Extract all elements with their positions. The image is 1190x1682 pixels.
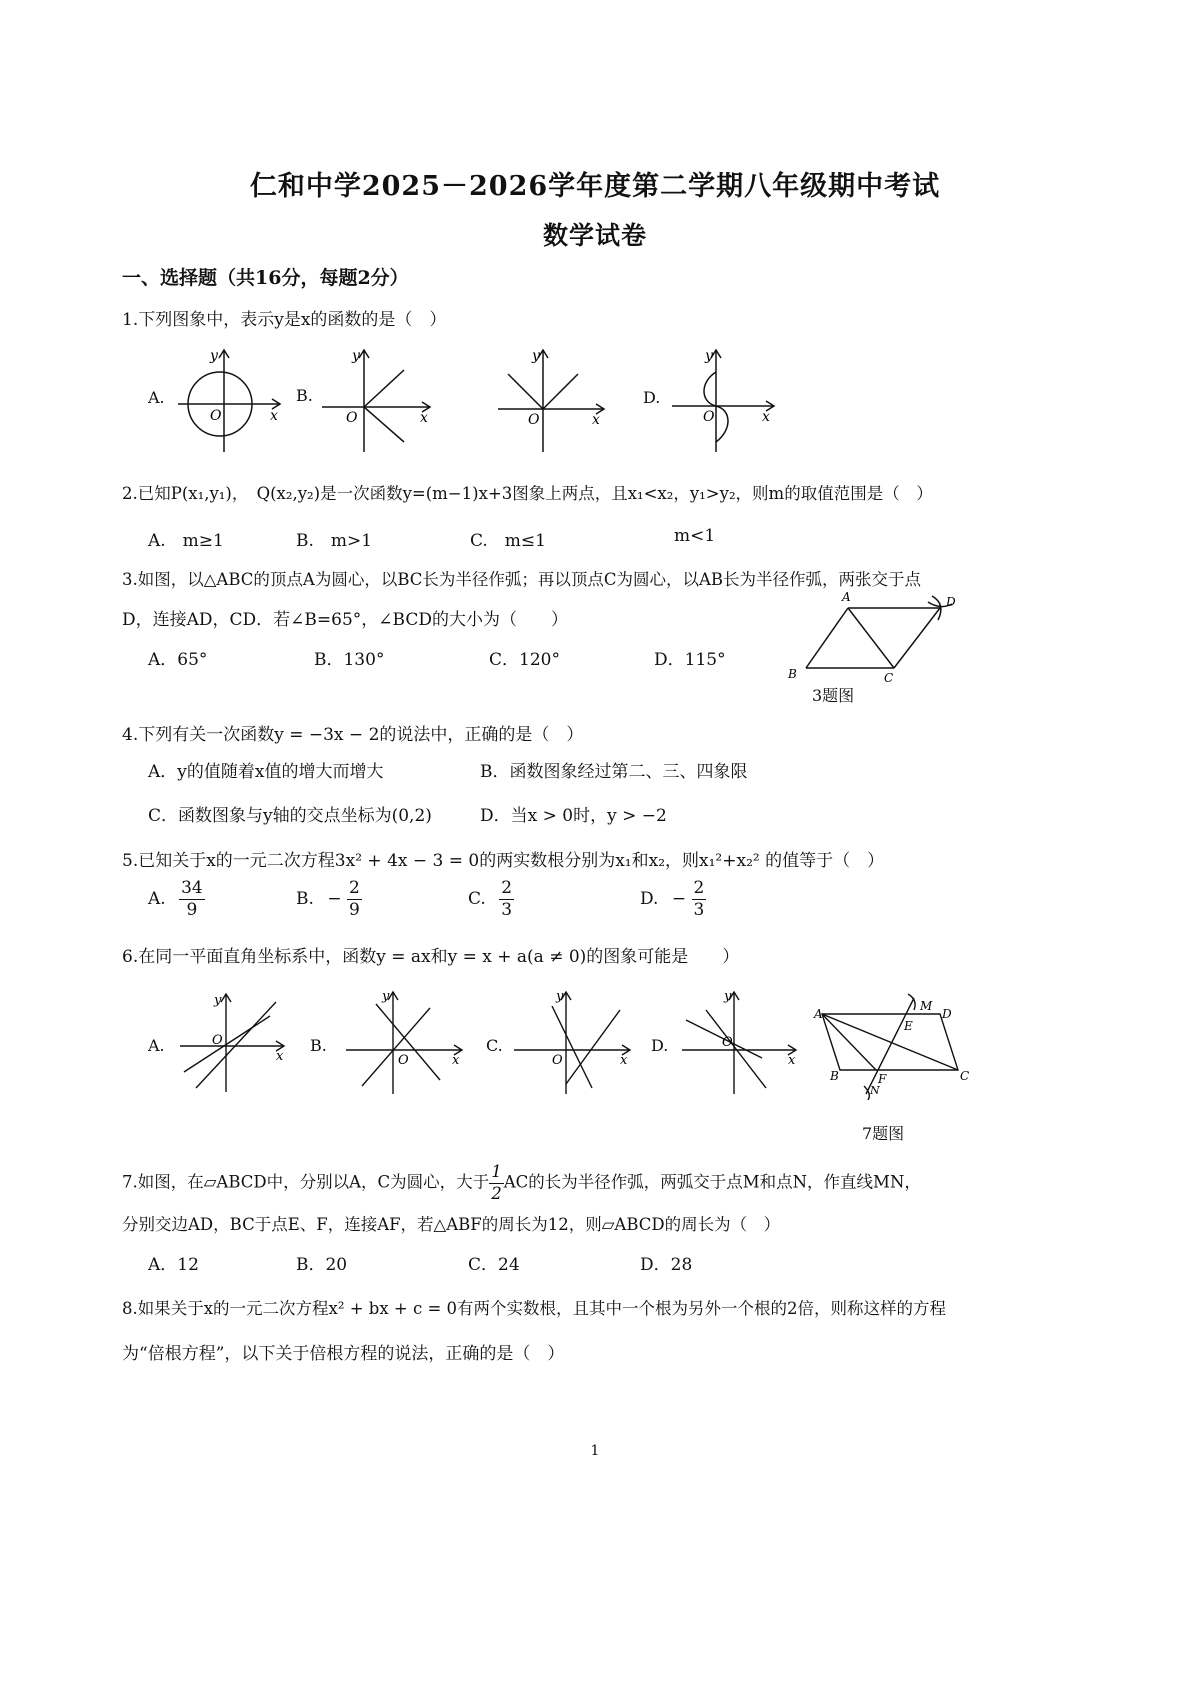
- q1d-y-label: y: [705, 348, 713, 364]
- q4-option-b: B．函数图象经过第二、三、四象限: [480, 762, 748, 782]
- q1b-origin-label: O: [346, 410, 358, 426]
- q6-graph-d: [682, 992, 796, 1094]
- question-7-stem-line1: [122, 1164, 921, 1202]
- q7-figure: [810, 990, 980, 1100]
- q1-graphs: [0, 0, 1190, 470]
- q5-option-c-den: 3: [501, 900, 513, 920]
- q1-option-a-label: A.: [148, 388, 165, 407]
- q3-option-a: A．65°: [148, 650, 208, 670]
- question-6-stem: 6.在同一平面直角坐标系中，函数y = ax和y = x + a(a ≠ 0)的图象可能是 ）: [122, 947, 740, 967]
- q5-option-a-fraction: [179, 880, 205, 919]
- q6-option-d-label: D.: [651, 1036, 669, 1055]
- q6b-x-label: x: [452, 1053, 460, 1068]
- q1d-origin-label: O: [703, 409, 715, 425]
- q3-option-c: C．120°: [489, 650, 560, 670]
- q6c-origin-label: O: [552, 1053, 563, 1068]
- q5-option-a-label: A.: [148, 889, 166, 909]
- q7-stem-part1: 7.如图，在▱ABCD中，分别以A，C为圆心，大于: [122, 1172, 490, 1192]
- q5-option-a-num: 34: [181, 878, 203, 898]
- question-3-stem-line2: D，连接AD，CD．若∠B=65°，∠BCD的大小为（ ）: [122, 610, 568, 630]
- q6d-x-label: x: [788, 1053, 796, 1068]
- q6b-y-label: y: [382, 989, 390, 1004]
- q7-point-n: N: [870, 1084, 880, 1097]
- q7-point-a: A: [814, 1007, 823, 1021]
- q6-graph-b: [346, 992, 462, 1094]
- question-5-stem: 5.已知关于x的一元二次方程3x² + 4x − 3 = 0的两实数根分别为x₁和x₂，则x₁²+x₂² 的值等于（ ）: [122, 851, 885, 871]
- q3-point-a: A: [842, 590, 851, 604]
- q7-option-c: C．24: [468, 1255, 520, 1275]
- section-title: 一、选择题（共16分，每题2分）: [122, 267, 409, 289]
- q5-option-b-num: 2: [348, 878, 360, 898]
- q6a-x-label: x: [276, 1049, 284, 1064]
- q7-option-a: A．12: [148, 1255, 199, 1275]
- q5-option-a-den: 9: [186, 900, 198, 920]
- q3-figure-caption: 3题图: [812, 686, 855, 705]
- q1a-origin-label: O: [210, 408, 222, 424]
- q1d-x-label: x: [762, 409, 770, 425]
- q5-option-a: [148, 880, 205, 919]
- q5-option-d-label: D.: [640, 889, 659, 909]
- q7-stem-part2: AC的长为半径作弧，两弧交于点M和点N，作直线MN，: [503, 1172, 921, 1192]
- q5-option-b-label: B.: [296, 889, 314, 909]
- q5-option-c-fraction: [499, 880, 514, 919]
- q4-option-a: A．y的值随着x值的增大而增大: [148, 762, 384, 782]
- q1b-y-label: y: [352, 348, 360, 364]
- q3-option-d: D．115°: [654, 650, 726, 670]
- q1c-y-label: y: [532, 348, 540, 364]
- q3-option-b: B．130°: [314, 650, 385, 670]
- q3-point-d: D: [946, 595, 956, 609]
- q1c-origin-label: O: [528, 412, 540, 428]
- q7-figure-caption: 7题图: [862, 1124, 905, 1143]
- q2-option-b: B. m>1: [296, 531, 373, 551]
- q6b-origin-label: O: [398, 1053, 409, 1068]
- q6-option-b-label: B.: [310, 1036, 327, 1055]
- q5-option-b-sign: −: [327, 889, 342, 909]
- question-8-stem-line1: 8.如果关于x的一元二次方程x² + bx + c = 0有两个实数根，且其中一个根为另外一个根的2倍，则称这样的方程: [122, 1299, 947, 1318]
- q3-point-b: B: [788, 667, 797, 681]
- q6d-origin-label: O: [722, 1035, 733, 1050]
- q6a-origin-label: O: [212, 1033, 223, 1048]
- q4-option-d: D．当x > 0时，y > −2: [480, 806, 667, 826]
- q5-option-c-num: 2: [501, 878, 513, 898]
- question-4-stem: 4.下列有关一次函数y = −3x − 2的说法中，正确的是（ ）: [122, 725, 584, 745]
- page-title: 仁和中学2025－2026学年度第二学期八年级期中考试: [249, 171, 941, 202]
- q1-graph-d: [672, 350, 774, 452]
- q5-option-c-label: C.: [468, 889, 486, 909]
- q6-option-a-label: A.: [148, 1036, 165, 1055]
- q3-point-c: C: [884, 671, 894, 685]
- q6-option-c-label: C.: [486, 1036, 503, 1055]
- q1b-x-label: x: [420, 410, 428, 426]
- question-3-stem-line1: 3.如图，以△ABC的顶点A为圆心，以BC长为半径作弧；再以顶点C为圆心，以AB长为半径作弧，两张交于点: [122, 570, 922, 589]
- q7-point-m: M: [920, 999, 933, 1013]
- q2-option-c: C. m≤1: [470, 531, 546, 551]
- q2-option-d: m<1: [674, 526, 716, 546]
- q5-option-d-fraction: [692, 880, 707, 919]
- q5-option-c: [468, 880, 514, 919]
- q3-figure: [770, 590, 970, 690]
- page-number: 1: [590, 1443, 600, 1459]
- q1c-x-label: x: [592, 412, 600, 428]
- page-subtitle: 数学试卷: [542, 221, 647, 250]
- question-2-stem: 2.已知P(x₁,y₁)， Q(x₂,y₂)是一次函数y=(m−1)x+3图象上两点，且x₁<x₂，y₁>y₂，则m的取值范围是（ ）: [122, 484, 933, 503]
- q7-point-b: B: [830, 1069, 839, 1083]
- q7-point-c: C: [960, 1069, 970, 1083]
- question-1-stem: 1.下列图象中，表示y是x的函数的是（ ）: [122, 310, 447, 330]
- q1-option-b-label: B.: [296, 386, 313, 405]
- q6d-y-label: y: [724, 989, 732, 1004]
- q7-half-fraction: [489, 1164, 504, 1202]
- q7-point-f: F: [878, 1072, 887, 1086]
- q5-option-b-den: 9: [348, 900, 360, 920]
- q2-option-a: A. m≥1: [148, 531, 224, 551]
- q7-half-num: 1: [489, 1164, 504, 1184]
- q5-option-d-sign: −: [671, 889, 687, 909]
- q7-option-b: B．20: [296, 1255, 348, 1275]
- q1-graph-a: [178, 350, 280, 452]
- q7-point-d: D: [942, 1007, 952, 1021]
- q1a-y-label: y: [210, 348, 218, 364]
- q5-option-d-num: 2: [693, 878, 705, 898]
- q6a-y-label: y: [214, 993, 222, 1008]
- q6c-x-label: x: [620, 1053, 628, 1068]
- q1-graph-b: [322, 350, 430, 452]
- q6-graph-a: [180, 994, 284, 1092]
- question-7-stem-line2: 分别交边AD，BC于点E、F，连接AF，若△ABF的周长为12，则▱ABCD的周长为（ ）: [122, 1215, 781, 1234]
- q5-option-d: [640, 880, 706, 919]
- q6-graph-c: [514, 992, 630, 1094]
- q4-option-c: C．函数图象与y轴的交点坐标为(0,2): [148, 806, 432, 826]
- q5-option-b-fraction: [347, 880, 362, 919]
- q7-half-den: 2: [491, 1183, 502, 1203]
- q6-graphs: [0, 980, 810, 1100]
- q1a-x-label: x: [270, 408, 278, 424]
- q7-option-d: D．28: [640, 1255, 693, 1275]
- q1-graph-c: [498, 350, 604, 452]
- q5-option-d-den: 3: [693, 900, 705, 920]
- question-8-stem-line2: 为“倍根方程”，以下关于倍根方程的说法，正确的是（ ）: [122, 1344, 565, 1364]
- q7-point-e: E: [904, 1019, 913, 1033]
- q1-option-d-label: D.: [643, 388, 661, 407]
- q5-option-b: [296, 880, 362, 919]
- q6c-y-label: y: [556, 989, 564, 1004]
